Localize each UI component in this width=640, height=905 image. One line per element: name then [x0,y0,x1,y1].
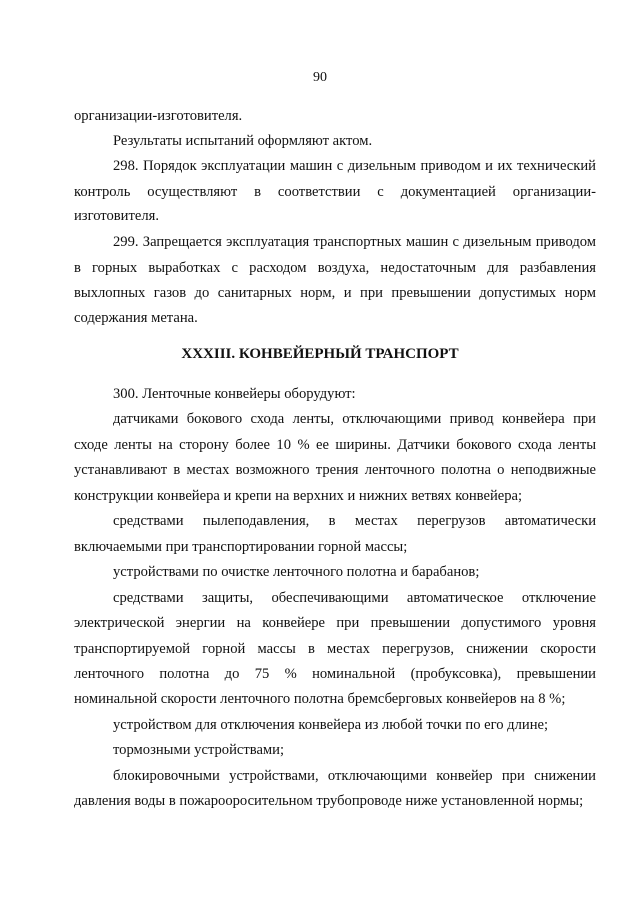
text-line: 299. Запрещается эксплуатация транспортных машин с дизельным приводом [113,234,596,250]
text-line: электрической энергии на конвейере при превышении допустимого уровня [74,615,596,631]
page-number: 90 [313,70,327,85]
text-line: устанавливают в местах возможного трения ленточного полотна о неподвижные [74,462,596,478]
text-line: в горных выработках с расходом воздуха, недостаточным для разбавления [74,260,596,276]
text-line: конструкции конвейера и крепи на верхних и нижних ветвях конвейера; [74,488,523,504]
text-line: датчиками бокового схода ленты, отключающими привод конвейера при [113,411,596,427]
text-line: 298. Порядок эксплуатации машин с дизельным приводом и их технический [113,158,596,174]
section-heading: XXXIII. КОНВЕЙЕРНЫЙ ТРАНСПОРТ [181,346,459,362]
text-line: содержания метана. [74,310,198,326]
text-line: устройством для отключения конвейера из любой точки по его длине; [113,717,549,733]
text-line: сходе ленты на сторону более 10 % ее ширины. Датчики бокового схода ленты [74,437,596,453]
text-line: 300. Ленточные конвейеры оборудуют: [113,386,356,402]
text-line: блокировочными устройствами, отключающими конвейер при снижении [113,768,596,784]
text-line: организации-изготовителя. [74,108,243,124]
text-line: устройствами по очистке ленточного полотна и барабанов; [113,564,480,580]
text-line: включаемыми при транспортировании горной массы; [74,539,408,555]
text-line: Результаты испытаний оформляют актом. [113,133,373,149]
text-line: номинальной скорости ленточного полотна бремсберговых конвейеров на 8 %; [74,691,566,707]
text-line: средствами пылеподавления, в местах перегрузов автоматически [113,513,596,529]
text-line: транспортируемой горной массы в местах перегрузов, снижении скорости [74,641,596,657]
text-line: давления воды в пожарооросительном трубопроводе ниже установленной нормы; [74,793,584,809]
text-line: контроль осуществляют в соответствии с документацией организации- [74,184,596,200]
text-line: выхлопных газов до санитарных норм, и при превышении допустимых норм [74,285,596,301]
text-line: тормозными устройствами; [113,742,285,758]
text-line: средствами защиты, обеспечивающими автоматическое отключение [113,590,596,606]
text-line: изготовителя. [74,208,159,224]
text-line: ленточного полотна до 75 % номинальной (пробуксовка), превышении [74,666,596,682]
